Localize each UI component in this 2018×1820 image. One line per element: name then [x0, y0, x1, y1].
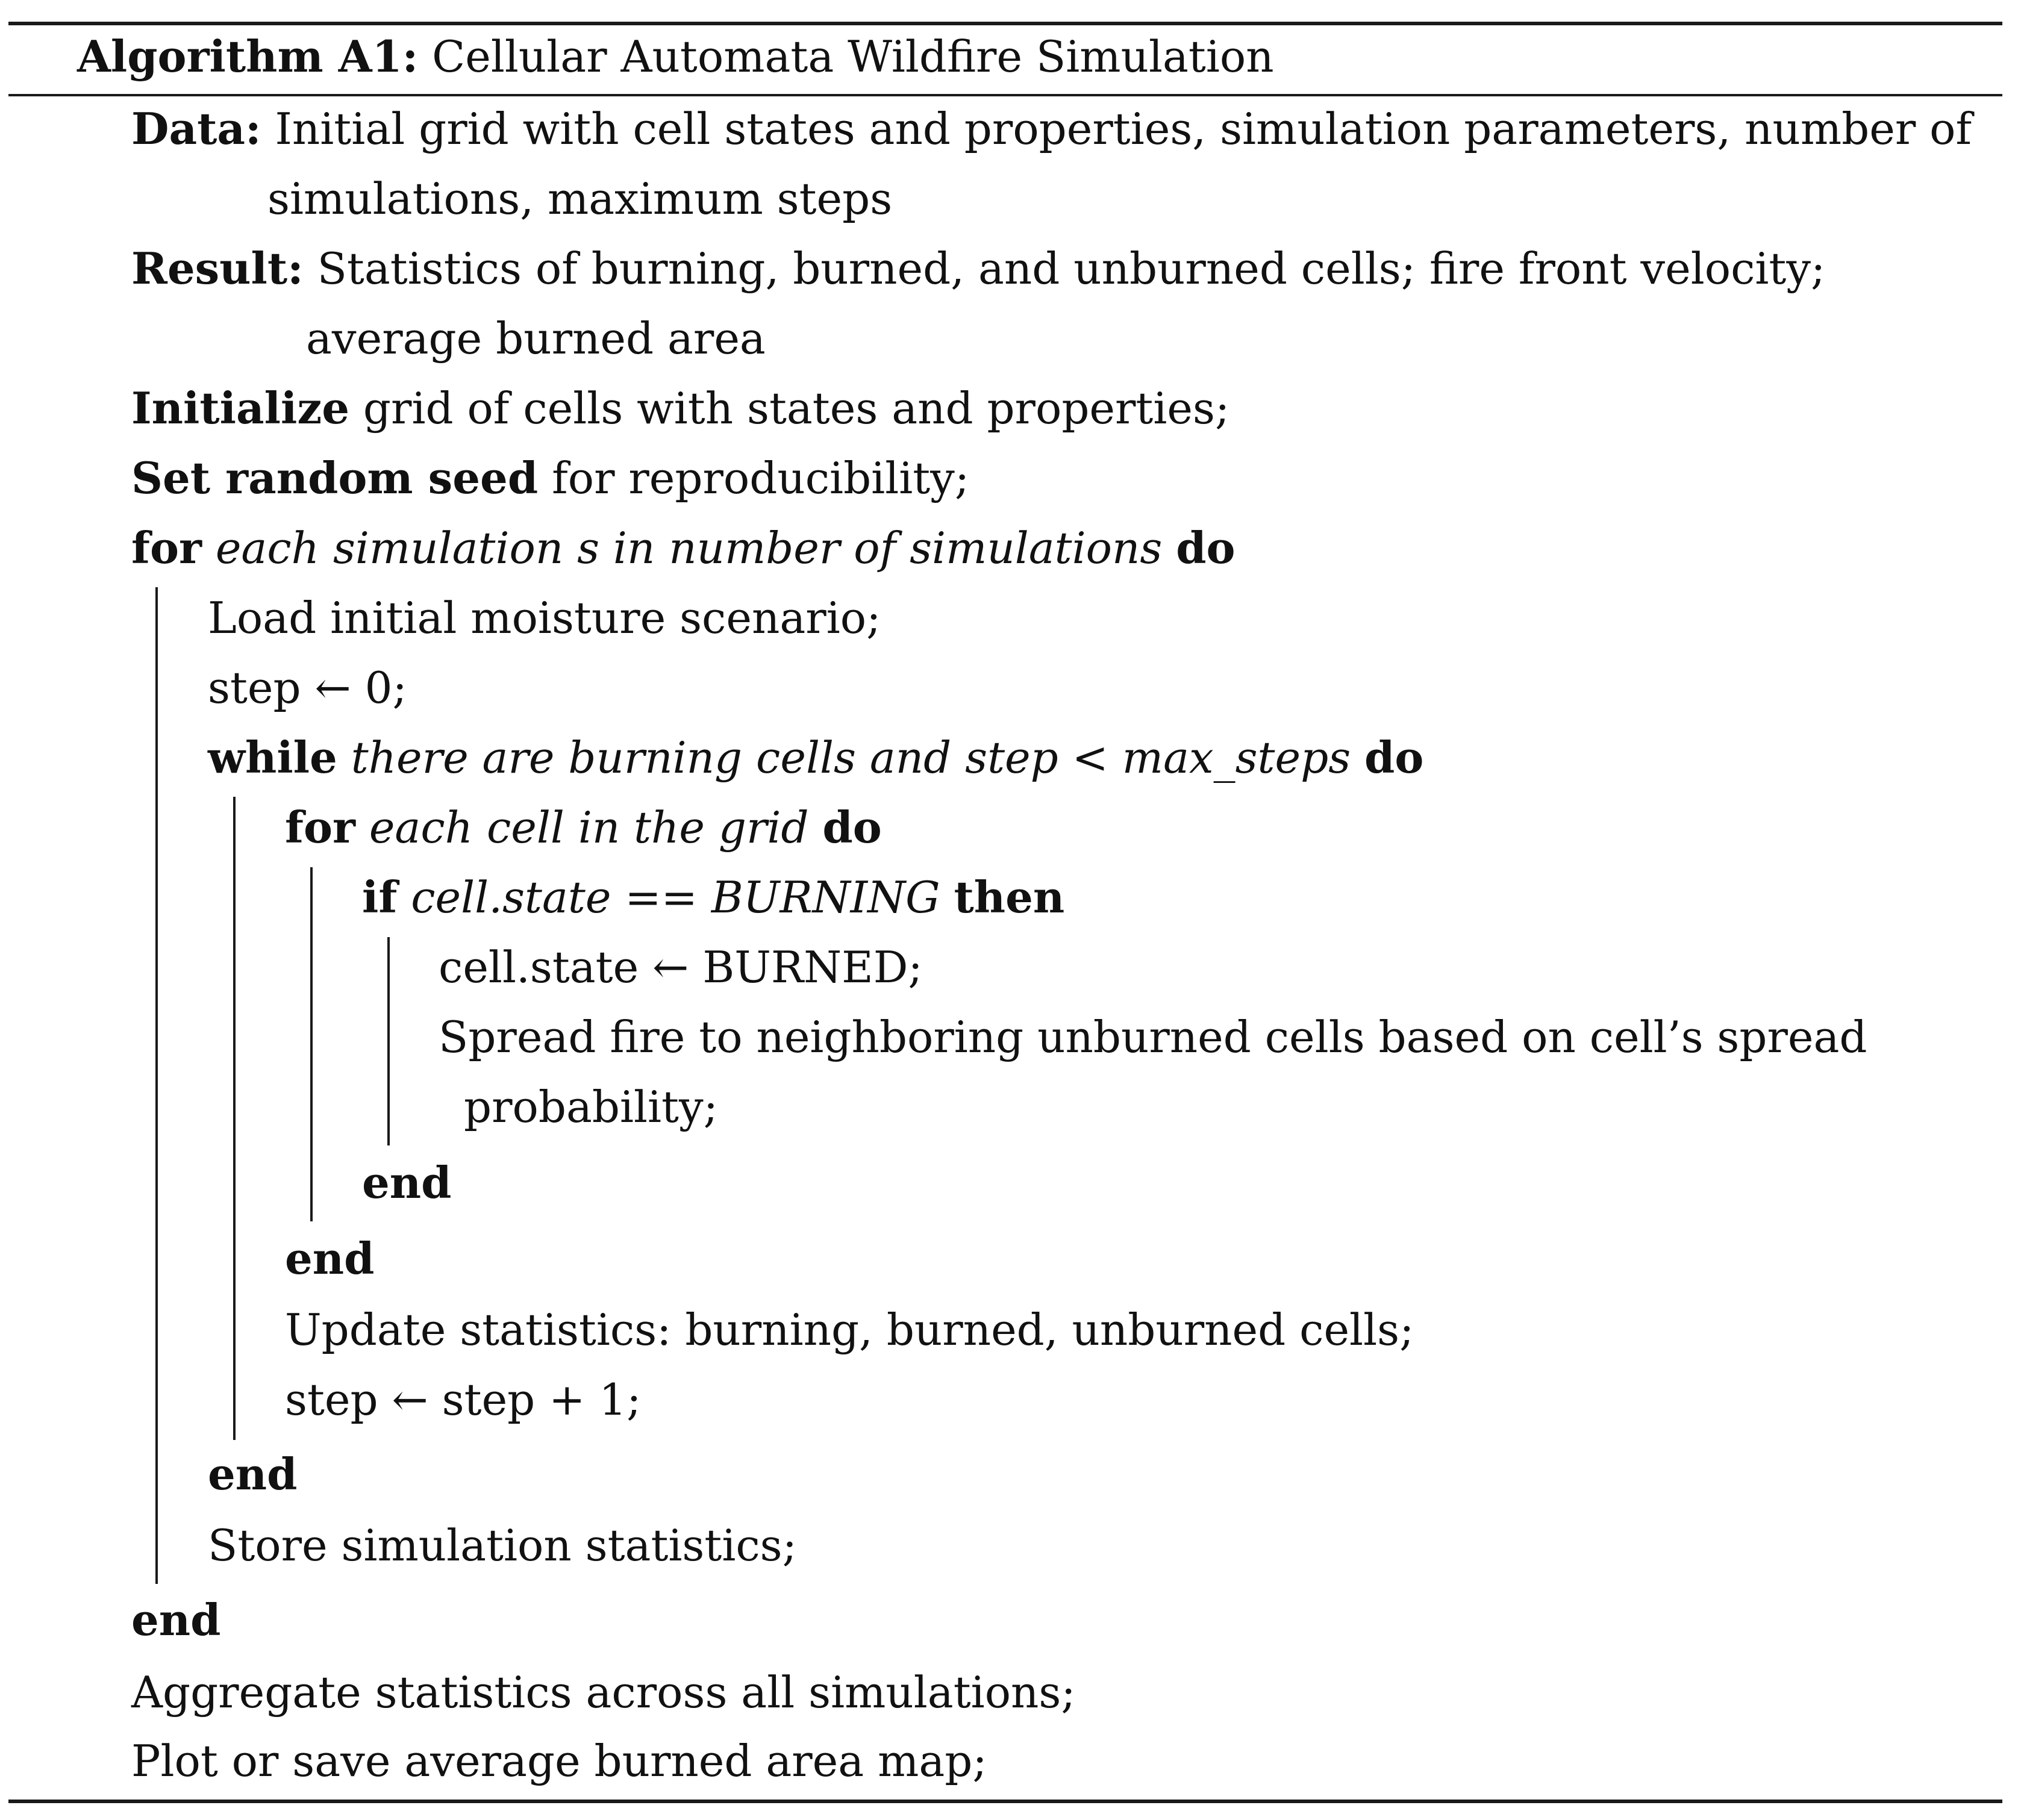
for-simulation-condition: each simulation s in number of simulations [201, 523, 1176, 573]
result-line-2 [306, 313, 766, 364]
seed-text: for reproducibility; [538, 453, 970, 503]
end-if-line [362, 1157, 452, 1208]
spread-line-2 [464, 1082, 718, 1132]
data-keyword: Data: [131, 103, 261, 154]
result-line-1 [131, 243, 1826, 294]
end-if-keyword: end [362, 1157, 452, 1208]
store-stats-line [208, 1520, 797, 1571]
data-line-2 [267, 173, 893, 224]
spread-text-2: probability; [464, 1082, 718, 1132]
step-init-text: step ← 0; [208, 662, 407, 713]
init-line [131, 382, 1230, 434]
spread-line-1 [439, 1012, 1867, 1062]
load-moisture-text: Load initial moisture scenario; [208, 593, 881, 643]
for-keyword: for [131, 522, 202, 573]
plot-save-line [131, 1736, 987, 1786]
load-moisture-line [208, 593, 881, 643]
cell-loop-bar [310, 867, 313, 1221]
step-increment-text: step ← step + 1; [285, 1374, 642, 1425]
step-increment-line [285, 1374, 642, 1425]
seed-keyword: Set random seed [131, 452, 539, 503]
store-stats-text: Store simulation statistics; [208, 1520, 797, 1571]
seed-line [131, 452, 970, 503]
then-keyword: then [954, 871, 1065, 923]
if-keyword: if [362, 871, 398, 923]
while-do-keyword: do [1364, 732, 1424, 783]
do-keyword: do [1176, 522, 1235, 573]
aggregate-line [131, 1667, 1076, 1718]
algorithm-label: Algorithm A1: [77, 31, 419, 82]
algorithm-title: Cellular Automata Wildfire Simulation [432, 31, 1274, 82]
end-while-line [208, 1448, 298, 1500]
if-block-bar [387, 937, 390, 1145]
end-for-simulation-keyword: end [131, 1594, 221, 1645]
caption-rule [8, 94, 2002, 96]
set-burned-text: cell.state ← BURNED; [439, 942, 923, 993]
while-keyword: while [208, 732, 337, 783]
data-text-1: Initial grid with cell states and properties, simulation parameters, number of [275, 104, 1972, 154]
while-condition: there are burning cells and step < max_steps [337, 732, 1365, 783]
set-burned-line [439, 942, 923, 993]
data-text-2: simulations, maximum steps [267, 173, 893, 224]
for-cell-line [285, 802, 882, 853]
plot-save-text: Plot or save average burned area map; [131, 1736, 987, 1786]
result-text-1: Statistics of burning, burned, and unburned cells; fire front velocity; [317, 243, 1826, 294]
init-text: grid of cells with states and properties; [349, 383, 1230, 434]
simulation-loop-bar [155, 587, 158, 1584]
aggregate-text: Aggregate statistics across all simulations; [131, 1667, 1076, 1718]
end-while-keyword: end [208, 1448, 298, 1500]
bottom-rule [8, 1800, 2002, 1803]
top-rule [8, 22, 2002, 25]
if-condition: cell.state == BURNING [397, 872, 954, 923]
end-for-simulation-line [131, 1594, 221, 1645]
if-line [362, 871, 1065, 923]
spread-text-1: Spread fire to neighboring unburned cells based on cell’s spread [439, 1012, 1867, 1062]
while-line [208, 732, 1424, 783]
while-loop-bar [233, 797, 236, 1440]
end-for-cell-keyword: end [285, 1233, 375, 1284]
end-for-cell-line [285, 1233, 375, 1284]
for-cell-do-keyword: do [822, 802, 882, 853]
step-init-line [208, 662, 407, 713]
algorithm-caption [77, 31, 1274, 82]
for-cell-keyword: for [285, 802, 355, 853]
update-stats-text: Update statistics: burning, burned, unburned cells; [285, 1304, 1414, 1355]
for-cell-condition: each cell in the grid [355, 802, 823, 853]
for-simulation-line [131, 522, 1235, 573]
result-keyword: Result: [131, 243, 304, 294]
update-stats-line [285, 1304, 1414, 1355]
data-line-1 [131, 103, 1972, 154]
init-keyword: Initialize [131, 382, 350, 434]
result-text-2: average burned area [306, 313, 766, 364]
